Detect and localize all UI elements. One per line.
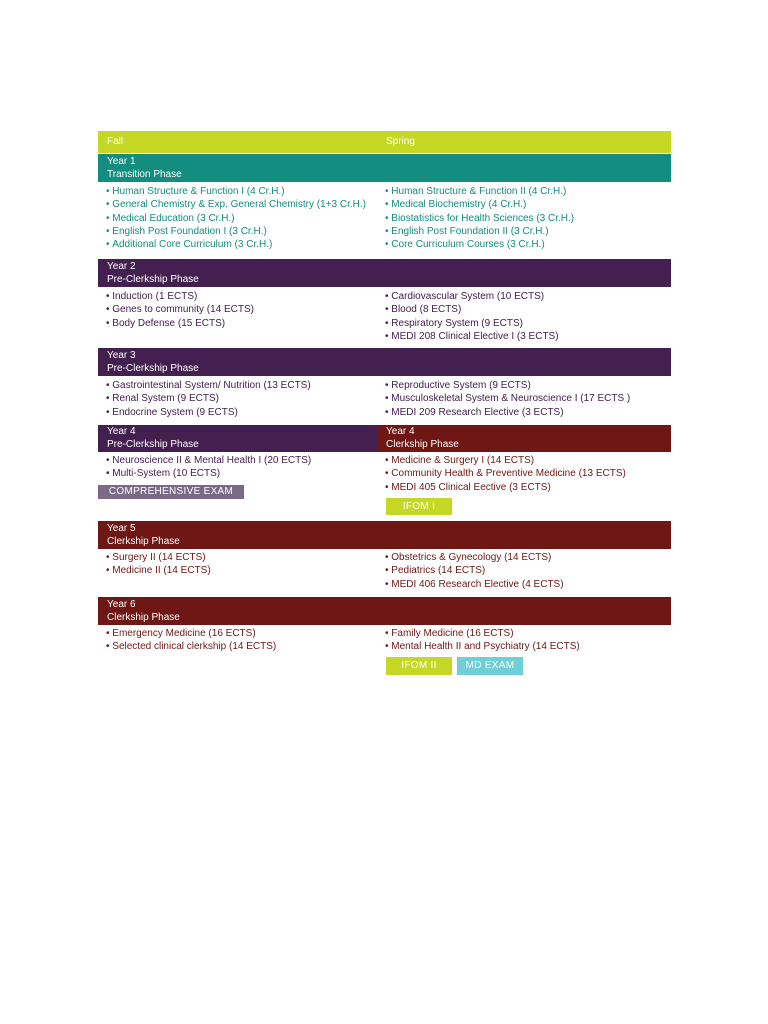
year4-left-title: Year 4 (107, 426, 136, 437)
year2-spring-list (385, 290, 559, 343)
year1-fall-list (106, 185, 366, 251)
year5-header (98, 521, 671, 549)
list-item: • Human Structure & Function I (4 Cr.H.) (106, 185, 366, 198)
year6-spring-list (385, 627, 580, 654)
list-item: • Core Curriculum Courses (3 Cr.H.) (385, 238, 574, 251)
year3-fall-list (106, 379, 311, 419)
year1-header (98, 154, 671, 182)
list-item: • Emergency Medicine (16 ECTS) (106, 627, 276, 640)
list-item: • Multi-System (10 ECTS) (106, 467, 311, 480)
list-item: • English Post Foundation I (3 Cr.H.) (106, 225, 366, 238)
list-item: • General Chemistry & Exp. General Chemistry (1+3 Cr.H.) (106, 198, 366, 211)
list-item: • MEDI 405 Clinical Eective (3 ECTS) (385, 481, 626, 494)
list-item: • Neuroscience II & Mental Health I (20 ECTS) (106, 454, 311, 467)
list-item: • Body Defense (15 ECTS) (106, 317, 254, 330)
list-item: • Additional Core Curriculum (3 Cr.H.) (106, 238, 366, 251)
year4-clerkship-header (377, 425, 671, 452)
list-item: • Musculoskeletal System & Neuroscience I (17 ECTS ) (385, 392, 630, 405)
list-item: • Biostatistics for Health Sciences (3 Cr.H.) (385, 212, 574, 225)
year3-title: Year 3 (107, 350, 136, 361)
year6-header (98, 597, 671, 625)
year5-spring-list (385, 551, 564, 591)
list-item: • Medical Biochemistry (4 Cr.H.) (385, 198, 574, 211)
year6-phase: Clerkship Phase (107, 612, 180, 623)
list-item: • Human Structure & Function II (4 Cr.H.) (385, 185, 574, 198)
list-item: • Medical Education (3 Cr.H.) (106, 212, 366, 225)
list-item: • Selected clinical clerkship (14 ECTS) (106, 640, 276, 653)
list-item: • Endocrine System (9 ECTS) (106, 406, 311, 419)
list-item: • Induction (1 ECTS) (106, 290, 254, 303)
list-item: • Obstetrics & Gynecology (14 ECTS) (385, 551, 564, 564)
year1-spring-list (385, 185, 574, 251)
fall-label: Fall (107, 136, 124, 147)
list-item: • Pediatrics (14 ECTS) (385, 564, 564, 577)
list-item: • Mental Health II and Psychiatry (14 ECTS) (385, 640, 580, 653)
list-item: • Respiratory System (9 ECTS) (385, 317, 559, 330)
list-item: • Reproductive System (9 ECTS) (385, 379, 630, 392)
list-item: • Medicine II (14 ECTS) (106, 564, 211, 577)
list-item: • Family Medicine (16 ECTS) (385, 627, 580, 640)
year1-phase: Transition Phase (107, 169, 182, 180)
year2-fall-list (106, 290, 254, 330)
year5-phase: Clerkship Phase (107, 536, 180, 547)
year3-header (98, 348, 671, 376)
year4-right-title: Year 4 (386, 426, 415, 437)
year4-left-phase: Pre-Clerkship Phase (107, 439, 199, 450)
year2-header (98, 259, 671, 287)
comprehensive-exam-tag: COMPREHENSIVE EXAM (98, 485, 244, 499)
year3-spring-list (385, 379, 630, 419)
list-item: • MEDI 406 Research Elective (4 ECTS) (385, 578, 564, 591)
list-item: • Gastrointestinal System/ Nutrition (13 ECTS) (106, 379, 311, 392)
list-item: • Blood (8 ECTS) (385, 303, 559, 316)
list-item: • Genes to community (14 ECTS) (106, 303, 254, 316)
year4-pre-clerkship-header (98, 425, 377, 452)
ifom-1-tag: IFOM I (386, 498, 452, 515)
year6-title: Year 6 (107, 599, 136, 610)
year4-spring-list (385, 454, 626, 494)
year4-right-phase: Clerkship Phase (386, 439, 459, 450)
year5-title: Year 5 (107, 523, 136, 534)
semester-header (98, 131, 671, 153)
list-item: • Medicine & Surgery I (14 ECTS) (385, 454, 626, 467)
ifom-2-tag: IFOM II (386, 657, 452, 675)
list-item: • Renal System (9 ECTS) (106, 392, 311, 405)
list-item: • MEDI 208 Clinical Elective I (3 ECTS) (385, 330, 559, 343)
year6-fall-list (106, 627, 276, 654)
year1-title: Year 1 (107, 156, 136, 167)
year2-phase: Pre-Clerkship Phase (107, 274, 199, 285)
year5-fall-list (106, 551, 211, 578)
list-item: • Community Health & Preventive Medicine (13 ECTS) (385, 467, 626, 480)
list-item: • MEDI 209 Research Elective (3 ECTS) (385, 406, 630, 419)
md-exam-tag: MD EXAM (457, 657, 523, 675)
list-item: • Surgery II (14 ECTS) (106, 551, 211, 564)
spring-label: Spring (386, 136, 415, 147)
list-item: • Cardiovascular System (10 ECTS) (385, 290, 559, 303)
list-item: • English Post Foundation II (3 Cr.H.) (385, 225, 574, 238)
year2-title: Year 2 (107, 261, 136, 272)
year3-phase: Pre-Clerkship Phase (107, 363, 199, 374)
year4-fall-list (106, 454, 311, 481)
